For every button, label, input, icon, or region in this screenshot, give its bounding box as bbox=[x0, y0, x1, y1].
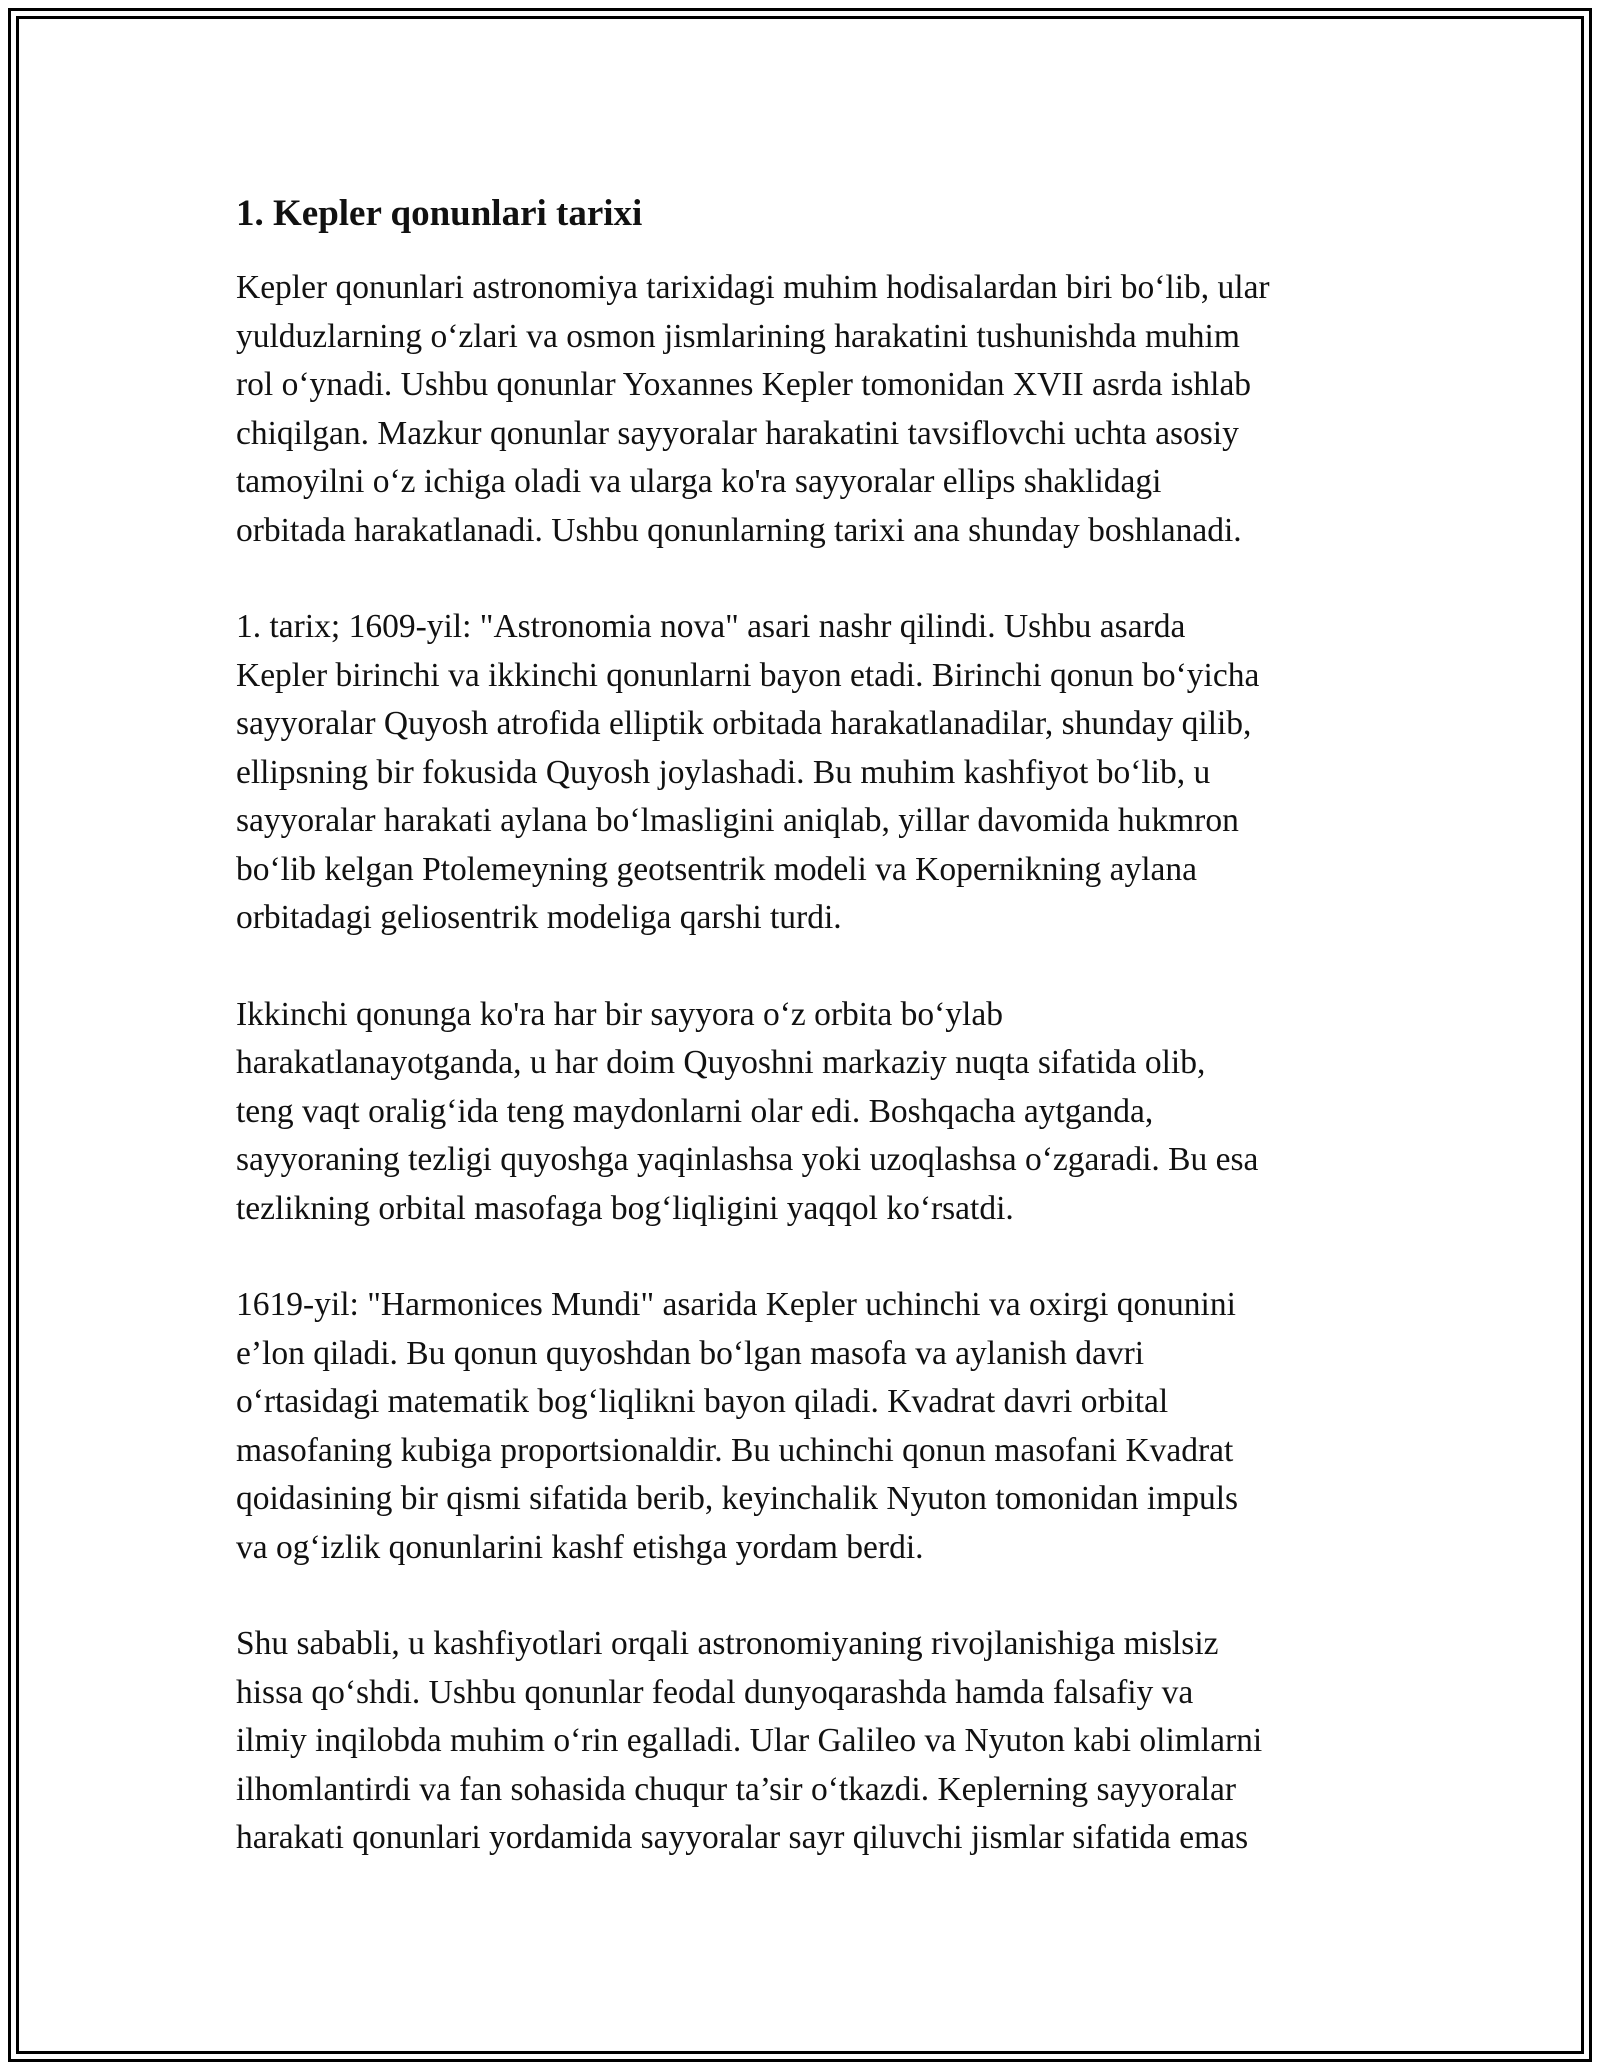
text-line: orbitada harakatlanadi. Ushbu qonunlarning tarixi ana shunday boshlanadi. bbox=[236, 511, 1242, 549]
text-line: ilmiy inqilobda muhim o‘rin egalladi. Ular Galileo va Nyuton kabi olimlarni bbox=[236, 1722, 1263, 1759]
text-line: o‘rtasidagi matematik bog‘liqlikni bayon qiladi. Kvadrat davri orbital bbox=[236, 1383, 1169, 1420]
paragraph-intro bbox=[236, 264, 1376, 555]
text-line: va og‘izlik qonunlarini kashf etishga yordam berdi. bbox=[236, 1528, 924, 1566]
text-line: bo‘lib kelgan Ptolemeyning geotsentrik modeli va Kopernikning aylana bbox=[236, 850, 1198, 888]
text-line: Kepler birinchi va ikkinchi qonunlarni bayon etadi. Birinchi qonun bo‘yicha bbox=[236, 656, 1260, 694]
text-line: orbitadagi geliosentrik modeliga qarshi turdi. bbox=[236, 899, 842, 936]
text-line: sayyoralar Quyosh atrofida elliptik orbitada harakatlanadilar, shunday qilib, bbox=[236, 705, 1252, 742]
paragraph-conclusion bbox=[236, 1620, 1376, 1863]
text-line: ilhomlantirdi va fan sohasida chuqur ta’sir o‘tkazdi. Keplerning sayyoralar bbox=[236, 1770, 1237, 1808]
text-line: Kepler qonunlari astronomiya tarixidagi muhim hodisalardan biri bo‘lib, ular bbox=[236, 269, 1270, 306]
text-line: 1619-yil: "Harmonices Mundi" asarida Kepler uchinchi va oxirgi qonunini bbox=[236, 1286, 1236, 1323]
text-line: tezlikning orbital masofaga bog‘liqligini yaqqol ko‘rsatdi. bbox=[236, 1189, 1014, 1227]
text-line: rol o‘ynadi. Ushbu qonunlar Yoxannes Kepler tomonidan XVII asrda ishlab bbox=[236, 366, 1252, 403]
paragraph-second-law bbox=[236, 991, 1376, 1234]
section-title: 1. Kepler qonunlari tarixi bbox=[236, 193, 643, 234]
text-line: 1. tarix; 1609-yil: "Astronomia nova" asari nashr qilindi. Ushbu asarda bbox=[236, 608, 1186, 645]
text-line: masofaning kubiga proportsionaldir. Bu uchinchi qonun masofani Kvadrat bbox=[236, 1431, 1234, 1469]
text-line: teng vaqt oralig‘ida teng maydonlarni olar edi. Boshqacha aytganda, bbox=[236, 1092, 1154, 1130]
text-line: Shu sababli, u kashfiyotlari orqali astronomiyaning rivojlanishiga mislsiz bbox=[236, 1625, 1219, 1662]
text-line: yulduzlarning o‘zlari va osmon jismlarining harakatini tushunishda muhim bbox=[236, 317, 1240, 355]
text-line: harakatlanayotganda, u har doim Quyoshni markaziy nuqta sifatida olib, bbox=[236, 1044, 1206, 1081]
text-line: harakati qonunlari yordamida sayyoralar sayr qiluvchi jismlar sifatida emas bbox=[236, 1819, 1249, 1856]
text-line: chiqilgan. Mazkur qonunlar sayyoralar harakatini tavsiflovchi uchta asosiy bbox=[236, 414, 1239, 452]
text-line: sayyoralar harakati aylana bo‘lmasligini aniqlab, yillar davomida hukmron bbox=[236, 802, 1239, 839]
text-line: e’lon qiladi. Bu qonun quyoshdan bo‘lgan masofa va aylanish davri bbox=[236, 1334, 1145, 1372]
text-line: qoidasining bir qismi sifatida berib, keyinchalik Nyuton tomonidan impuls bbox=[236, 1480, 1239, 1517]
text-line: sayyoraning tezligi quyoshga yaqinlashsa yoki uzoqlashsa o‘zgaradi. Bu esa bbox=[236, 1141, 1259, 1178]
text-line: tamoyilni o‘z ichiga oladi va ularga ko'ra sayyoralar ellips shaklidagi bbox=[236, 463, 1162, 500]
text-line: Ikkinchi qonunga ko'ra har bir sayyora o‘z orbita bo‘ylab bbox=[236, 995, 1003, 1033]
document-body bbox=[236, 190, 1376, 1911]
paragraph-1609 bbox=[236, 603, 1376, 943]
text-line: hissa qo‘shdi. Ushbu qonunlar feodal dunyoqarashda hamda falsafiy va bbox=[236, 1673, 1194, 1711]
text-line: ellipsning bir fokusida Quyosh joylashadi. Bu muhim kashfiyot bo‘lib, u bbox=[236, 753, 1211, 791]
paragraph-1619 bbox=[236, 1281, 1376, 1572]
